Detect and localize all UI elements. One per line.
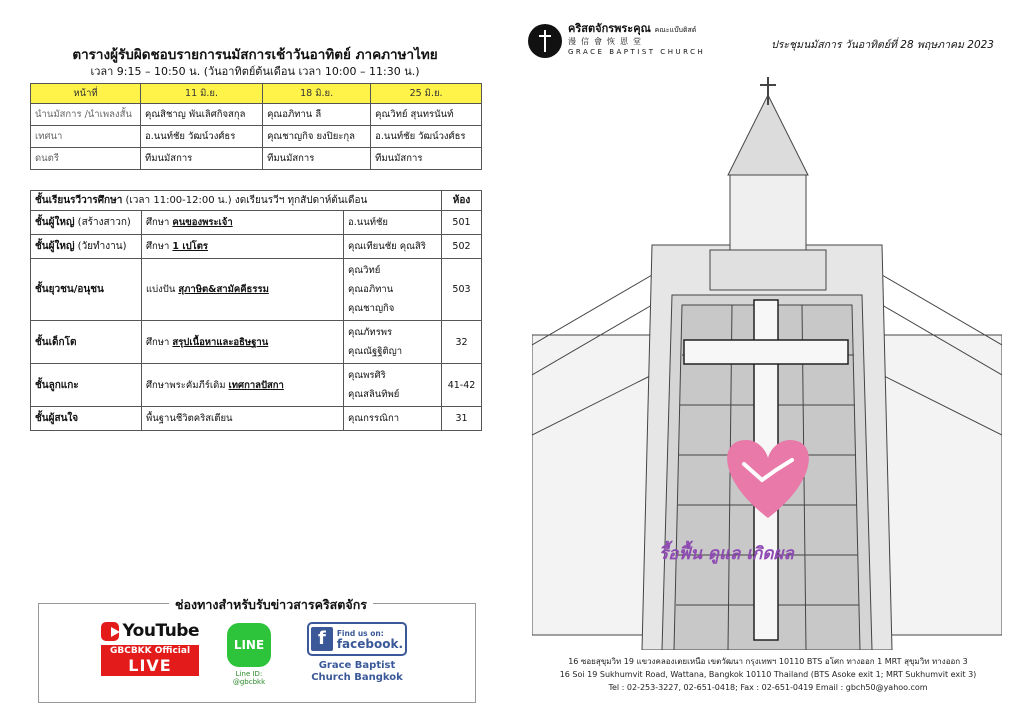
teacher-name: คุณชาญกิจ (348, 303, 395, 314)
class-name: ชั้นเด็กโต (31, 321, 142, 364)
column-header: หน้าที่ (31, 84, 141, 104)
teacher-name: คุณพรศิริ (348, 370, 386, 381)
class-name: ชั้นยุวชน/อนุชน (31, 259, 142, 321)
class-table-header (31, 191, 442, 211)
class-row (31, 259, 482, 321)
table-row (31, 104, 482, 126)
table-cell: ทีมนมัสการ (141, 148, 263, 170)
class-name: ชั้นผู้ใหญ่ (สร้างสาวก) (31, 211, 142, 235)
youtube-badge[interactable] (101, 621, 199, 676)
youtube-wordmark: YouTube (122, 621, 199, 641)
room-number: 31 (442, 407, 482, 431)
role-label: เทศนา (31, 126, 141, 148)
facebook-icon: f (311, 627, 333, 651)
church-name-english: GRACE BAPTIST CHURCH (568, 48, 706, 56)
class-row (31, 321, 482, 364)
table-cell: อ.นนท์ชัย วัฒน์วงศ์ธร (141, 126, 263, 148)
table-header-row (31, 191, 482, 211)
teacher-name: คุณสลินทิพย์ (348, 389, 400, 400)
room-header: ห้อง (442, 191, 482, 211)
table-cell: คุณสิชาญ พันเลิศกิจสกุล (141, 104, 263, 126)
class-topic: ศึกษา สรุปเนื้อหาและอธิษฐาน (142, 321, 344, 364)
table-cell: คุณชาญกิจ ยงปิยะกุล (263, 126, 371, 148)
class-name: ชั้นลูกแกะ (31, 364, 142, 407)
class-teachers (344, 321, 442, 364)
room-number: 503 (442, 259, 482, 321)
right-page (512, 0, 1024, 725)
meeting-date: ประชุมนมัสการ วันอาทิตย์ที่ 28 พฤษภาคม 2023 (771, 39, 994, 51)
table-cell: ทีมนมัสการ (263, 148, 371, 170)
news-channels-box (38, 597, 476, 703)
youtube-icon (101, 622, 119, 641)
teacher-name: คุณณัฐฐิติญา (348, 346, 403, 357)
table-cell: คุณวิทย์ สุนทรนันท์ (371, 104, 482, 126)
role-label: นำนมัสการ /นำเพลงสั้น (31, 104, 141, 126)
teacher-name: คุณวิทย์ (348, 265, 381, 276)
steeple (728, 95, 808, 175)
table-row (31, 148, 482, 170)
channels-title: ช่องทางสำหรับรับข่าวสารคริสตจักร (169, 595, 373, 615)
table-cell: อ.นนท์ชัย วัฒน์วงศ์ธร (371, 126, 482, 148)
table-header-row (31, 84, 482, 104)
room-number: 41-42 (442, 364, 482, 407)
column-header: 18 มิ.ย. (263, 84, 371, 104)
teacher-name: คุณกรรณิกา (348, 413, 400, 424)
column-header: 25 มิ.ย. (371, 84, 482, 104)
class-teachers (344, 211, 442, 235)
room-number: 501 (442, 211, 482, 235)
class-teachers (344, 235, 442, 259)
class-header-note: (เวลา 11:00-12:00 น.) งดเรียนรวีฯ ทุกสัปดาห์ต้นเดือน (122, 195, 368, 206)
class-topic: ศึกษาพระคัมภีร์เดิม เทศกาลปัสกา (142, 364, 344, 407)
schedule-subtitle: เวลา 9:15 – 10:50 น. (วันอาทิตย์ต้นเดือน เวลา 10:00 – 11:30 น.) (90, 65, 420, 78)
slogan: รื้อฟื้น ดูแล เกิดผล (659, 544, 794, 564)
room-number: 502 (442, 235, 482, 259)
line-badge[interactable] (227, 623, 271, 686)
class-row (31, 364, 482, 407)
address-english: 16 Soi 19 Sukhumvit Road, Wattana, Bangkok 10110 Thailand (BTS Asoke exit 1; MRT Sukhumvit exit 3) (559, 670, 977, 679)
address-thai: 16 ซอยสุขุมวิท 19 แขวงคลองเตยเหนือ เขตวัฒนา กรุงเทพฯ 10110 BTS อโศก ทางออก 1 MRT สุขุมวิท ทางออก 3 (568, 657, 968, 666)
teacher-name: อ.นนท์ชัย (348, 217, 388, 228)
church-name-chinese: 漫信會恢恩堂 (568, 37, 646, 46)
service-schedule-table (30, 83, 482, 170)
table-row (31, 126, 482, 148)
class-teachers (344, 364, 442, 407)
facebook-badge[interactable]: f Find us on: facebook. Grace Baptist Church Bangkok (307, 622, 407, 684)
upper-block (710, 250, 826, 290)
schedule-title: ตารางผู้รับผิดชอบรายการนมัสการเช้าวันอาทิตย์ ภาคภาษาไทย (72, 47, 438, 63)
facebook-page-name: Grace Baptist Church Bangkok (311, 660, 403, 683)
class-name: ชั้นผู้ใหญ่ (วัยทำงาน) (31, 235, 142, 259)
class-name: ชั้นผู้สนใจ (31, 407, 142, 431)
class-row (31, 211, 482, 235)
room-number: 32 (442, 321, 482, 364)
church-address (512, 655, 1024, 694)
teacher-name: คุณอภิทาน (348, 284, 394, 295)
class-row (31, 407, 482, 431)
class-row (31, 235, 482, 259)
column-header: 11 มิ.ย. (141, 84, 263, 104)
teacher-name: คุณเทียนชัย คุณสิริ (348, 241, 426, 252)
class-rows (31, 211, 482, 431)
contact-line: Tel : 02-253-3227, 02-651-0418; Fax : 02-651-0419 Email : gbch50@yahoo.com (608, 683, 928, 692)
class-topic: ศึกษา คนของพระเจ้า (142, 211, 344, 235)
role-label: ดนตรี (31, 148, 141, 170)
church-logo: คริสตจักรพระคุณ คณะแบ๊บติสต์ 漫信會恢恩堂 GRACE BAPTIST CHURCH (528, 23, 705, 58)
table-cell: ทีมนมัสการ (371, 148, 482, 170)
class-teachers (344, 407, 442, 431)
youtube-live-label: GBCBKK Official LIVE (101, 645, 199, 676)
church-name-thai: คริสตจักรพระคุณ (568, 22, 651, 35)
line-id: Line ID: @gbcbkk (232, 670, 266, 686)
teacher-name: คุณภัทรพร (348, 327, 393, 338)
belfry (730, 175, 806, 255)
table-cell: คุณอภิทาน ลี (263, 104, 371, 126)
class-teachers (344, 259, 442, 321)
class-schedule-table (30, 190, 482, 431)
line-icon: LINE (227, 623, 271, 667)
cross-logo-icon (528, 24, 562, 58)
class-topic: แบ่งปัน สุภาษิต&สามัคคีธรรม (142, 259, 344, 321)
class-topic: ศึกษา 1 เปโตร (142, 235, 344, 259)
class-header-bold: ชั้นเรียนรวีวารศึกษา (35, 195, 123, 206)
class-topic: พื้นฐานชีวิตคริสเตียน (142, 407, 344, 431)
